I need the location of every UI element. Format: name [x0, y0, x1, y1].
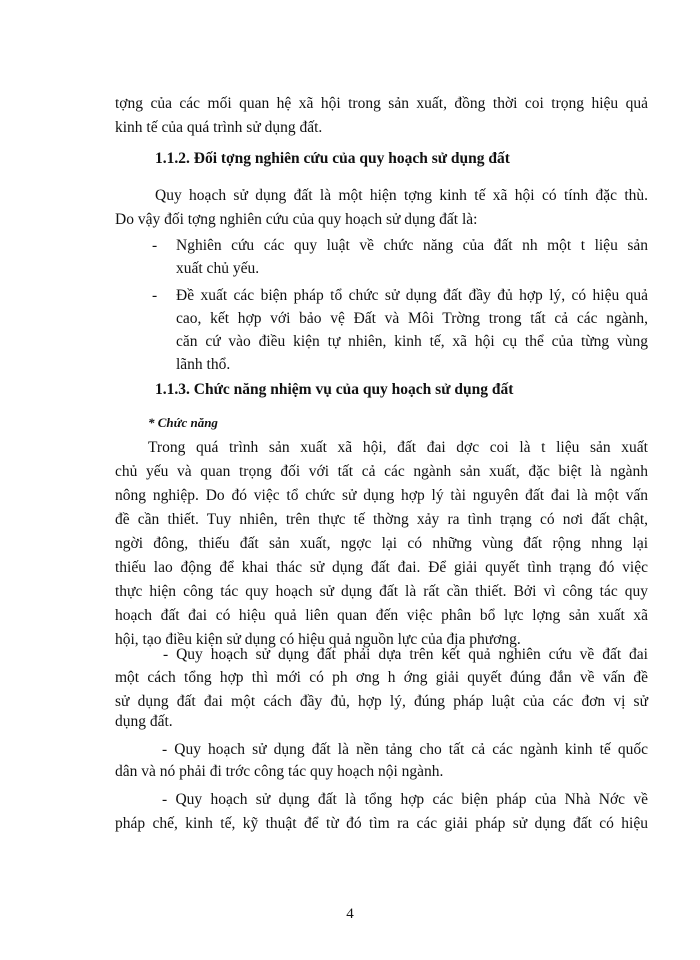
bullet-2-line-1: Đề xuất các biện pháp tổ chức sử dụng đất đầy đủ hợp lý, có hiệu quả: [176, 287, 648, 304]
para-2-line-4: dụng đất.: [115, 713, 173, 730]
subheading-chuc-nang: * Chức năng: [148, 415, 218, 430]
bullet-2-line-2: cao, kết hợp với bảo vệ Đất và Môi Trờng trong tất cả các ngành,: [176, 310, 648, 327]
para-1-line-1: Trong quá trình sản xuất xã hội, đất đai dợc coi là t liệu sản xuất: [148, 439, 648, 456]
section-1-1-2-para-line-1: Quy hoạch sử dụng đất là một hiện tợng kinh tế xã hội có tính đặc thù.: [155, 187, 648, 204]
para-3-line-2: dân và nó phải đi trớc công tác quy hoạch nội ngành.: [115, 763, 444, 780]
section-heading-1-1-3: 1.1.3. Chức năng nhiệm vụ của quy hoạch sử dụng đất: [155, 381, 514, 398]
section-1-1-2-para-line-2: Do vậy đối tợng nghiên cứu của quy hoạch sử dụng đất là:: [115, 211, 478, 228]
bullet-2-line-4: lãnh thổ.: [176, 356, 231, 373]
para-3-line-1: - Quy hoạch sử dụng đất là nền tảng cho tất cả các ngành kinh tế quốc: [162, 741, 648, 758]
para-1-line-6: thiếu lao động để khai thác sử dụng đất đai. Để giải quyết tình trạng đó việc: [115, 559, 648, 576]
para-1-line-8: hoạch đất đai có hiệu quả liên quan đến việc phân bổ lực lợng sản xuất xã: [115, 607, 648, 624]
para-1-line-7: thực hiện công tác quy hoạch sử dụng đất là rất cần thiết. Bởi vì công tác quy: [115, 583, 648, 600]
bullet-dash: -: [152, 237, 158, 254]
para-2-line-2: một cách tổng hợp thì mới có ph ơng h ớng giải quyết đúng đắn về vấn đề: [115, 669, 648, 686]
para-4-line-1: - Quy hoạch sử dụng đất là tổng hợp các biện pháp của Nhà Nớc về: [162, 791, 648, 808]
section-heading-1-1-2: 1.1.2. Đối tợng nghiên cứu của quy hoạch sử dụng đất: [155, 150, 510, 167]
para-1-line-4: đề cần thiết. Tuy nhiên, trên thực tế thờng xảy ra tình trạng có nơi đất chật,: [115, 511, 648, 528]
para-4-line-2: pháp chế, kinh tế, kỹ thuật để từ đó tìm ra các giải pháp sử dụng đất có hiệu: [115, 815, 648, 832]
para-1-line-9: hội, tạo điều kiện sử dụng có hiệu quả nguồn lực của địa phương.: [115, 631, 521, 648]
page-number: 4: [346, 906, 354, 922]
para-1-line-2: chủ yếu và quan trọng đối với tất cả các ngành sản xuất, đặc biệt là ngành: [115, 463, 648, 480]
para-1-line-3: nông nghiệp. Do đó việc tổ chức sử dụng hợp lý tài nguyên đất đai là một vấn: [115, 487, 648, 504]
bullet-1-line-1: Nghiên cứu các quy luật về chức năng của đất nh một t liệu sản: [176, 237, 648, 254]
para-2-line-1: - Quy hoạch sử dụng đất phải dựa trên kết quả nghiên cứu về đất đai: [163, 646, 648, 663]
bullet-2-line-3: căn cứ vào điều kiện tự nhiên, kinh tế, xã hội cụ thể của từng vùng: [176, 333, 648, 350]
para-1-line-5: ngời đông, thiếu đất sản xuất, ngợc lại có những vùng đất rộng nhng lại: [115, 535, 648, 552]
intro-line-1: tợng của các mối quan hệ xã hội trong sản xuất, đồng thời coi trọng hiệu quả: [115, 95, 648, 112]
para-2-line-3: sử dụng đất đai một cách đầy đủ, hợp lý, đúng pháp luật của các đơn vị sử: [115, 693, 648, 710]
bullet-dash: -: [152, 287, 158, 304]
intro-line-2: kinh tế của quá trình sử dụng đất.: [115, 119, 323, 136]
bullet-1-line-2: xuất chủ yếu.: [176, 260, 260, 277]
